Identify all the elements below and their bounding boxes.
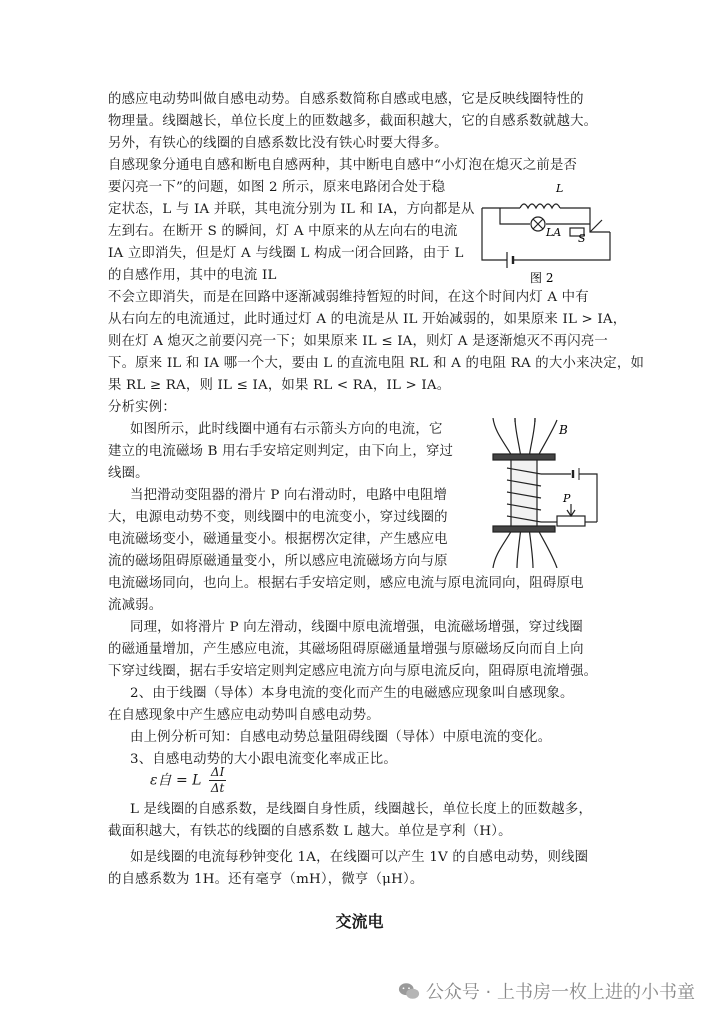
text-line: 线圈。	[108, 466, 149, 481]
formula-fraction	[209, 765, 226, 796]
text-line: 截面积越大，有铁芯的线圈的自感系数 L 越大。单位是亨利（H）。	[108, 824, 512, 839]
text-line: 物理量。线圈越长，单位长度上的匝数越多，截面积越大，它的自感系数就越大。	[108, 114, 598, 129]
label-LA: LA	[546, 226, 562, 239]
solenoid-diagram	[485, 418, 615, 568]
text-line: 的感应电动势叫做自感电动势。自感系数简称自感或电感，它是反映线圈特性的	[108, 92, 584, 107]
text-line: 同理，如将滑片 P 向左滑动，线圈中原电流增强，电流磁场增强，穿过线圈	[130, 620, 584, 635]
text-line: 流的磁场阻碍原磁通量变小，所以感应电流磁场方向与原	[108, 554, 448, 569]
text-line: 定状态，L 与 IA 并联，其电流分别为 IL 和 IA，方向都是从	[108, 202, 475, 217]
section-title: 交流电	[335, 912, 384, 931]
text-line: 当把滑动变阻器的滑片 P 向右滑动时，电路中电阻增	[130, 488, 448, 503]
text-line: 建立的电流磁场 B 用右手安培定则判定，由下向上，穿过	[108, 444, 454, 459]
text-line: 的自感作用，其中的电流 IL	[108, 268, 277, 283]
text-line: 的自感系数为 1H。还有毫亨（mH），微亨（μH）。	[108, 872, 424, 887]
text-line: IA 立即消失，但是灯 A 与线圈 L 构成一闭合回路，由于 L	[108, 246, 464, 261]
label-L: L	[556, 182, 564, 195]
text-line: 由上例分析可知：自感电动势总量阻碍线圈（导体）中原电流的变化。	[130, 730, 552, 745]
text-line: 如是线圈的电流每秒钟变化 1A，在线圈可以产生 1V 的自感电动势，则线圈	[130, 850, 589, 865]
text-line: 大，电源电动势不变，则线圈中的电流变小，穿过线圈的	[108, 510, 448, 525]
text-line: 的磁通量增加，产生感应电流，其磁场阻碍原磁通量增强与原磁场反向而自上向	[108, 642, 584, 657]
text-line: 分析实例：	[108, 400, 176, 415]
formula-numerator: ΔI	[210, 765, 225, 779]
label-P: P	[563, 492, 571, 505]
figure2-caption: 图 2	[530, 271, 554, 285]
text-line: 则在灯 A 熄灭之前要闪亮一下；如果原来 IL ≤ IA，则灯 A 是逐渐熄灭不再闪亮一	[108, 334, 609, 349]
watermark	[398, 978, 695, 1004]
formula-denominator: Δt	[210, 781, 225, 795]
wechat-icon	[398, 980, 420, 1002]
text-line: 2、由于线圈（导体）本身电流的变化而产生的电磁感应现象叫自感现象。	[130, 686, 574, 701]
label-S: S	[578, 232, 586, 245]
text-line: 3、自感电动势的大小跟电流变化率成正比。	[130, 752, 397, 767]
text-line: 下穿过线圈，据右手安培定则判定感应电流方向与原电流反向，阻碍原电流增强。	[108, 664, 598, 679]
text-line: 电流磁场变小，磁通量变小。根据楞次定律，产生感应电	[108, 532, 448, 547]
circuit-diagram-figure2	[472, 178, 622, 286]
text-line: 从右向左的电流通过，此时通过灯 A 的电流是从 IL 开始减弱的，如果原来 IL > IA，	[108, 312, 627, 327]
label-B: B	[559, 423, 568, 437]
text-line: 左到右。在断开 S 的瞬间，灯 A 中原来的从左向右的电流	[108, 224, 458, 239]
watermark-text: 公众号 · 上书房一枚上进的小书童	[425, 982, 695, 1003]
text-line: 流减弱。	[108, 598, 163, 613]
self-inductance-formula	[150, 765, 226, 796]
text-line: 下。原来 IL 和 IA 哪一个大，要由 L 的直流电阻 RL 和 A 的电阻 RA 的大小来决定，如	[108, 356, 645, 371]
text-line: 电流磁场同向，也向上。根据右手安培定则，感应电流与原电流同向，阻碍原电	[108, 576, 584, 591]
text-line: 自感现象分通电自感和断电自感两种，其中断电自感中“小灯泡在熄灭之前是否	[108, 158, 578, 173]
text-line: 要闪亮一下”的问题，如图 2 所示，原来电路闭合处于稳	[108, 180, 446, 195]
text-line: 果 RL ≥ RA，则 IL ≤ IA，如果 RL < RA，IL > IA。	[108, 378, 451, 393]
formula-lhs: ε自 = L	[150, 772, 202, 789]
text-line: 不会立即消失，而是在回路中逐渐减弱维持暂短的时间，在这个时间内灯 A 中有	[108, 290, 589, 305]
text-line: 另外，有铁心的线圈的自感系数比没有铁心时要大得多。	[108, 136, 448, 151]
text-line: 如图所示，此时线圈中通有右示箭头方向的电流，它	[130, 422, 443, 437]
text-line: 在自感现象中产生感应电动势叫自感电动势。	[108, 708, 380, 723]
text-line: L 是线圈的自感系数，是线圈自身性质，线圈越长，单位长度上的匝数越多，	[130, 802, 593, 817]
